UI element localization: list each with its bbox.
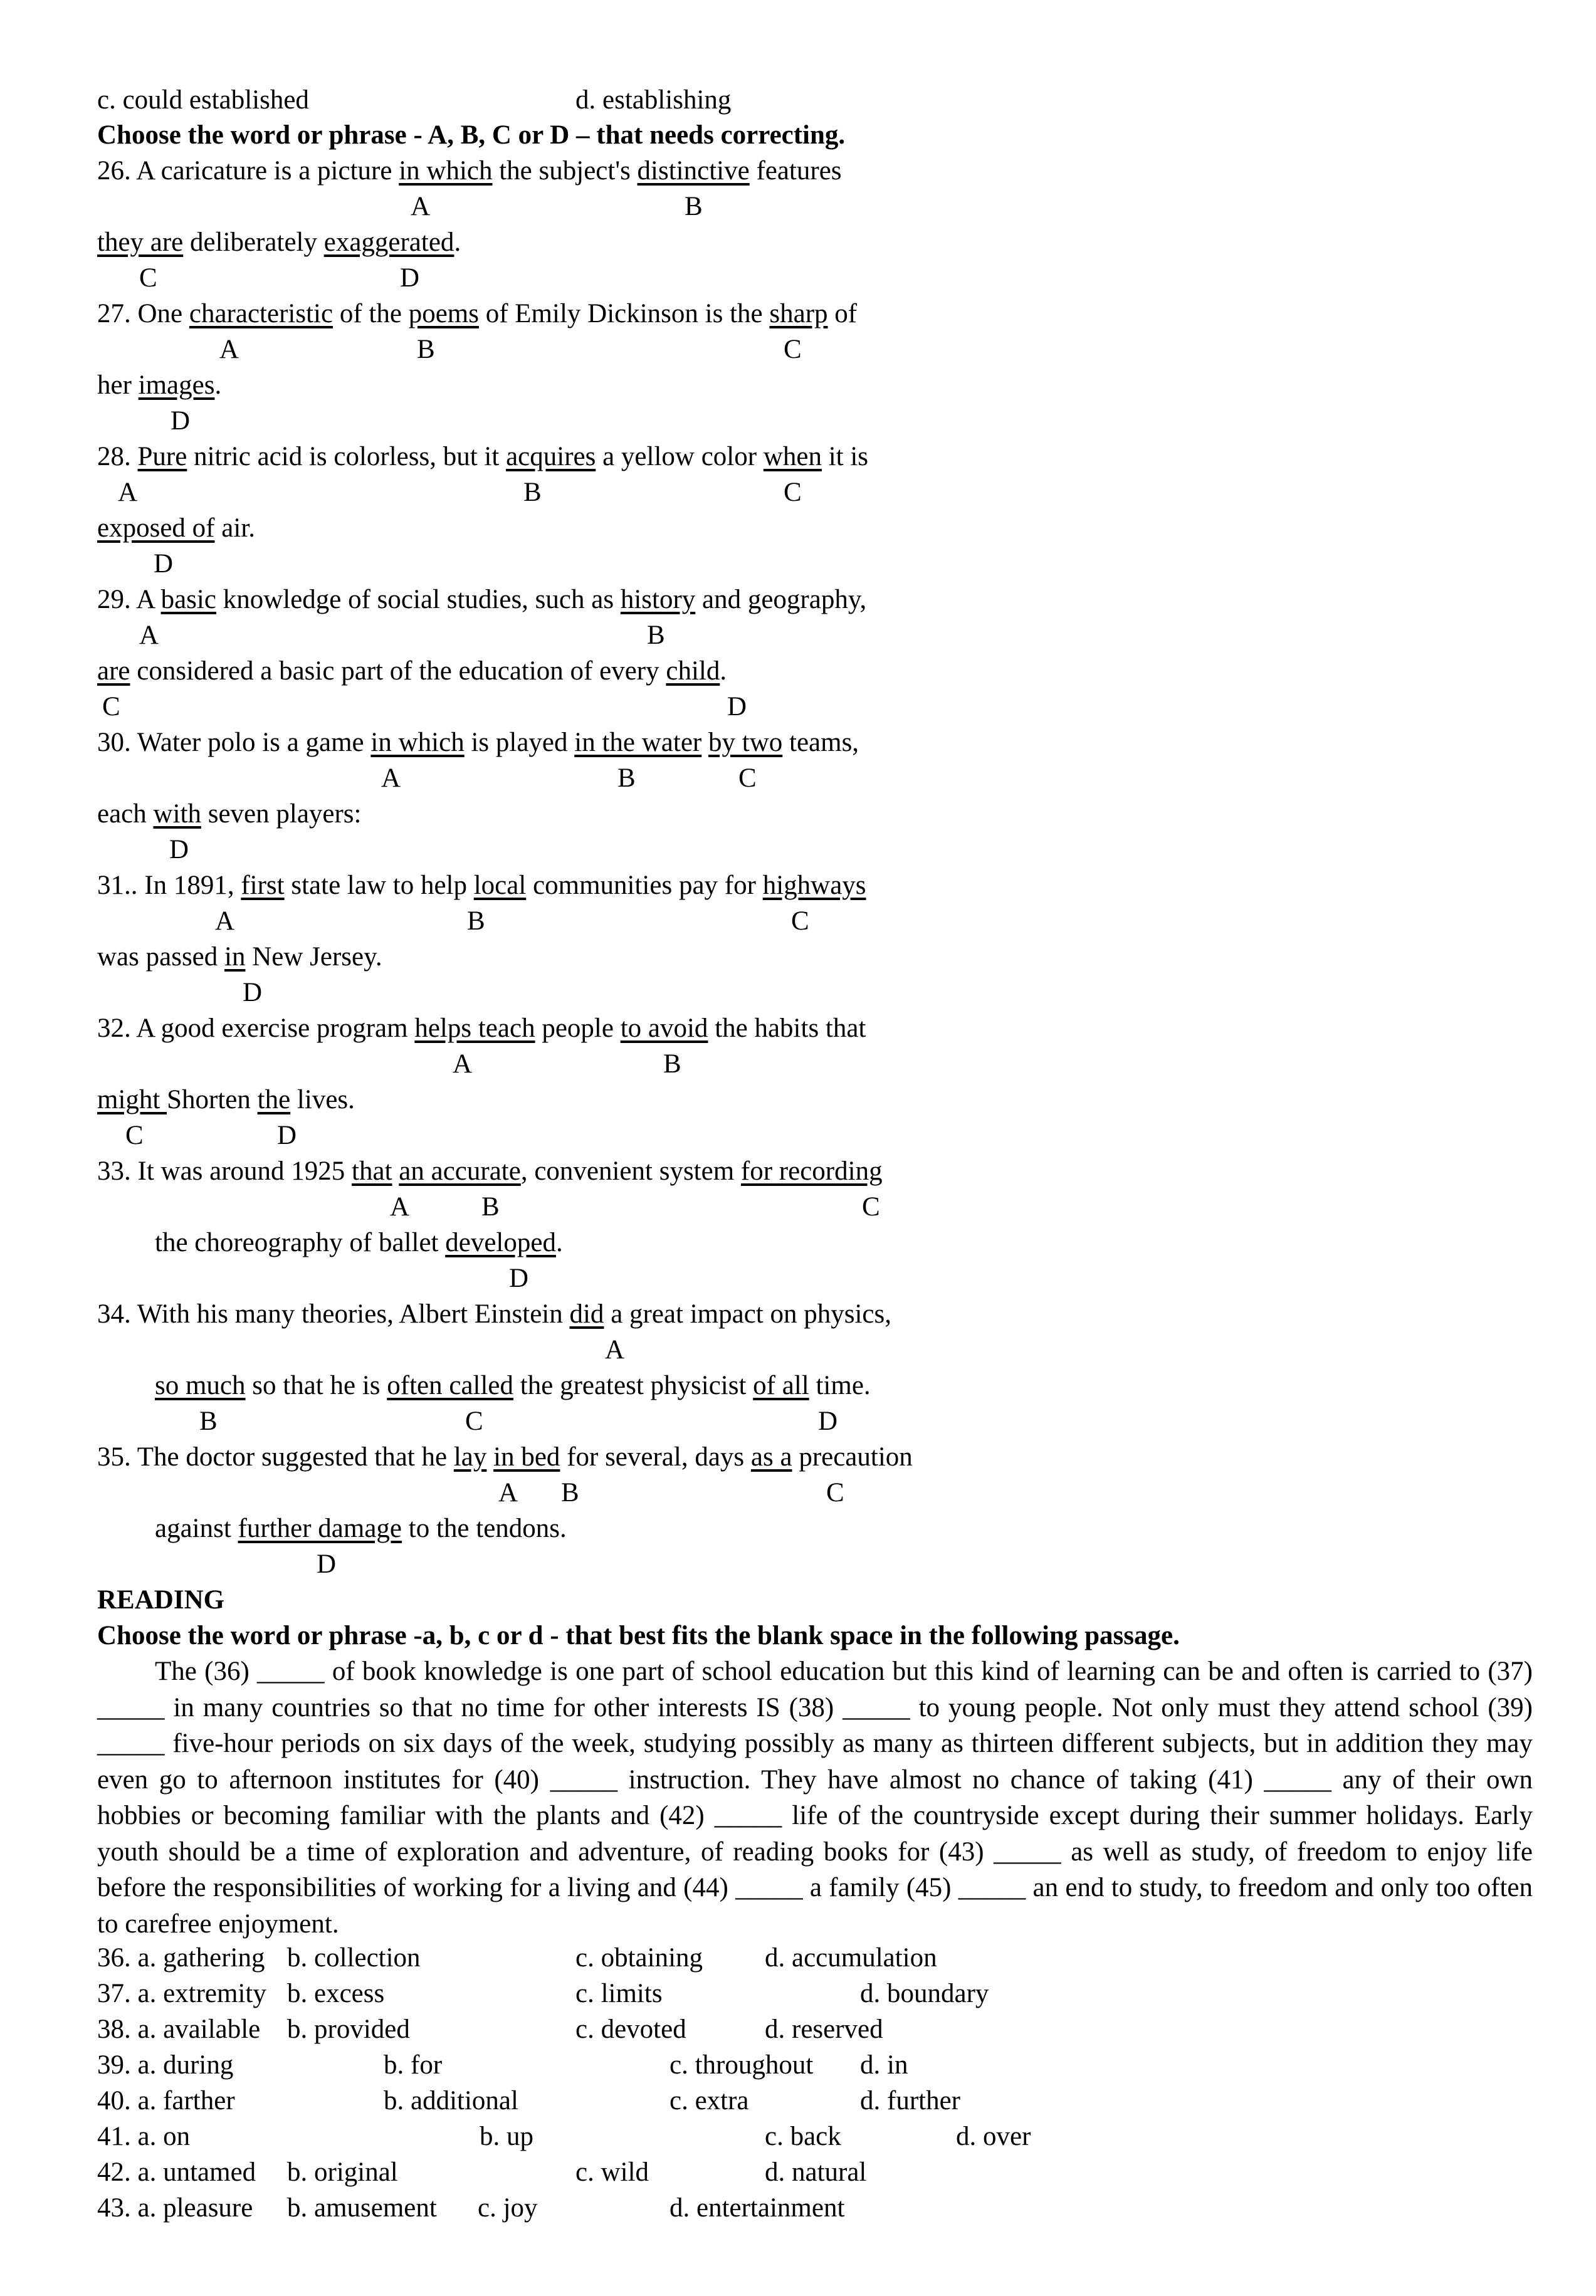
question-32-line-1: 32. A good exercise program helps teach people to avoid the habits that: [97, 1014, 866, 1043]
q27-letter-c: C: [784, 335, 802, 364]
q32-letter-a: A: [453, 1049, 473, 1079]
q32-letter-c: C: [125, 1121, 144, 1150]
q35-letter-a: A: [498, 1478, 518, 1507]
q42-option-c: c. wild: [575, 2157, 649, 2187]
q38-option-d: d. reserved: [765, 2015, 883, 2044]
q38-option-a: 38. a. available: [97, 2015, 261, 2044]
q26-letter-d: D: [400, 263, 420, 293]
q39-option-d: d. in: [860, 2050, 908, 2080]
question-35-line-2: against further damage to the tendons.: [155, 1514, 567, 1543]
question-27-line-2: her images.: [97, 370, 222, 400]
q43-option-a: 43. a. pleasure: [97, 2193, 253, 2223]
question-27-line-1: 27. One characteristic of the poems of Emily Dickinson is the sharp of: [97, 299, 858, 328]
q29-letter-c: C: [102, 692, 120, 721]
option-d-establishing: d. establishing: [575, 85, 732, 115]
q33-letter-c: C: [862, 1192, 880, 1222]
q36-option-d: d. accumulation: [765, 1943, 937, 1973]
q39-option-c: c. throughout: [669, 2050, 814, 2080]
q37-option-c: c. limits: [575, 1979, 663, 2008]
q27-letter-b: B: [417, 335, 435, 364]
q32-letter-b: B: [663, 1049, 681, 1079]
question-34-line-2: so much so that he is often called the greatest physicist of all time.: [155, 1371, 871, 1400]
q33-letter-a: A: [390, 1192, 410, 1222]
q31-letter-b: B: [467, 906, 485, 936]
question-33-line-2: the choreography of ballet developed.: [155, 1228, 563, 1257]
error-section-heading: Choose the word or phrase - A, B, C or D – that needs correcting.: [97, 120, 846, 150]
q37-option-a: 37. a. extremity: [97, 1979, 266, 2008]
q30-letter-d: D: [169, 835, 189, 864]
question-30-line-2: each with seven players:: [97, 799, 362, 829]
q35-letter-b: B: [561, 1478, 579, 1507]
q31-letter-c: C: [791, 906, 809, 936]
question-34-line-1: 34. With his many theories, Albert Einstein did a great impact on physics,: [97, 1299, 891, 1329]
q36-option-b: b. collection: [287, 1943, 421, 1973]
q30-letter-c: C: [738, 763, 757, 793]
q37-option-d: d. boundary: [860, 1979, 989, 2008]
q29-letter-d: D: [727, 692, 747, 721]
question-29-line-1: 29. A basic knowledge of social studies, such as history and geography,: [97, 585, 867, 614]
q43-option-d: d. entertainment: [669, 2193, 845, 2223]
q35-letter-c: C: [826, 1478, 844, 1507]
q40-option-a: 40. a. farther: [97, 2086, 235, 2115]
q39-option-a: 39. a. during: [97, 2050, 234, 2080]
q28-letter-a: A: [118, 478, 138, 507]
q42-option-a: 42. a. untamed: [97, 2157, 256, 2187]
question-28-line-1: 28. Pure nitric acid is colorless, but it acquires a yellow color when it is: [97, 442, 869, 471]
q41-option-c: c. back: [765, 2122, 841, 2151]
q42-option-d: d. natural: [765, 2157, 867, 2187]
question-26-line-2: they are deliberately exaggerated.: [97, 228, 461, 257]
q34-letter-b: B: [199, 1407, 218, 1436]
question-26-line-1: 26. A caricature is a picture in which the subject's distinctive features: [97, 156, 842, 186]
q28-letter-b: B: [523, 478, 542, 507]
q31-letter-d: D: [243, 978, 263, 1007]
q40-option-d: d. further: [860, 2086, 960, 2115]
reading-passage: The (36) _____ of book knowledge is one part of school education but this kind of learning can be and often is carried to (37) _____ in many countries so that no time for other interests IS (38) _____ to young people. Not only must they attend school (39) _____ five-hour periods on six days of the week, studying possibly as many as thirteen different subjects, but in addition they may even go to afternoon institutes for (40) _____ instruction. They have almost no chance of taking (41) _____ any of their own hobbies or becoming familiar with the plants and (42) _____ life of the countryside except during their summer holidays. Early youth should be a time of exploration and adventure, of reading books for (43) _____ as well as study, of freedom to enjoy life before the responsibilities of working for a living and (44) _____ a family (45) _____ an end to study, to freedom and only too often to carefree enjoyment.: [97, 1657, 1533, 1939]
q33-letter-d: D: [509, 1264, 529, 1293]
q41-option-d: d. over: [956, 2122, 1031, 2151]
q26-letter-c: C: [139, 263, 157, 293]
q38-option-b: b. provided: [287, 2015, 410, 2044]
q29-letter-a: A: [139, 621, 159, 650]
q32-letter-d: D: [277, 1121, 297, 1150]
q29-letter-b: B: [647, 621, 665, 650]
q34-letter-a: A: [605, 1335, 625, 1365]
question-35-line-1: 35. The doctor suggested that he lay in bed for several, days as a precaution: [97, 1442, 913, 1472]
q41-option-b: b. up: [480, 2122, 533, 2151]
q40-option-c: c. extra: [669, 2086, 749, 2115]
q42-option-b: b. original: [287, 2157, 398, 2187]
q26-letter-b: B: [685, 192, 703, 221]
q28-letter-d: D: [154, 549, 174, 579]
q30-letter-a: A: [381, 763, 401, 793]
question-31-line-1: 31.. In 1891, first state law to help local communities pay for highways: [97, 871, 866, 900]
question-30-line-1: 30. Water polo is a game in which is played in the water by two teams,: [97, 728, 859, 757]
q43-option-c: c. joy: [478, 2193, 538, 2223]
q34-letter-c: C: [465, 1407, 483, 1436]
q35-letter-d: D: [317, 1549, 337, 1579]
reading-title: READING: [97, 1585, 225, 1615]
q34-letter-d: D: [818, 1407, 838, 1436]
q37-option-b: b. excess: [287, 1979, 385, 2008]
q28-letter-c: C: [784, 478, 802, 507]
q33-letter-b: B: [481, 1192, 500, 1222]
q30-letter-b: B: [617, 763, 636, 793]
q26-letter-a: A: [411, 192, 431, 221]
question-28-line-2: exposed of air.: [97, 513, 255, 543]
q31-letter-a: A: [215, 906, 235, 936]
q27-letter-d: D: [171, 406, 191, 436]
q36-option-c: c. obtaining: [575, 1943, 703, 1973]
q41-option-a: 41. a. on: [97, 2122, 191, 2151]
question-29-line-2: are considered a basic part of the education of every child.: [97, 656, 727, 686]
q43-option-b: b. amusement: [287, 2193, 437, 2223]
question-31-line-2: was passed in New Jersey.: [97, 942, 382, 972]
option-c-could-established: c. could established: [97, 85, 309, 115]
q36-option-a: 36. a. gathering: [97, 1943, 265, 1973]
question-33-line-1: 33. It was around 1925 that an accurate, convenient system for recording: [97, 1156, 883, 1186]
reading-instruction: Choose the word or phrase -a, b, c or d - that best fits the blank space in the following passage.: [97, 1621, 1180, 1650]
question-32-line-2: might Shorten the lives.: [97, 1085, 355, 1114]
q39-option-b: b. for: [384, 2050, 443, 2080]
q38-option-c: c. devoted: [575, 2015, 686, 2044]
q27-letter-a: A: [219, 335, 239, 364]
q40-option-b: b. additional: [384, 2086, 518, 2115]
